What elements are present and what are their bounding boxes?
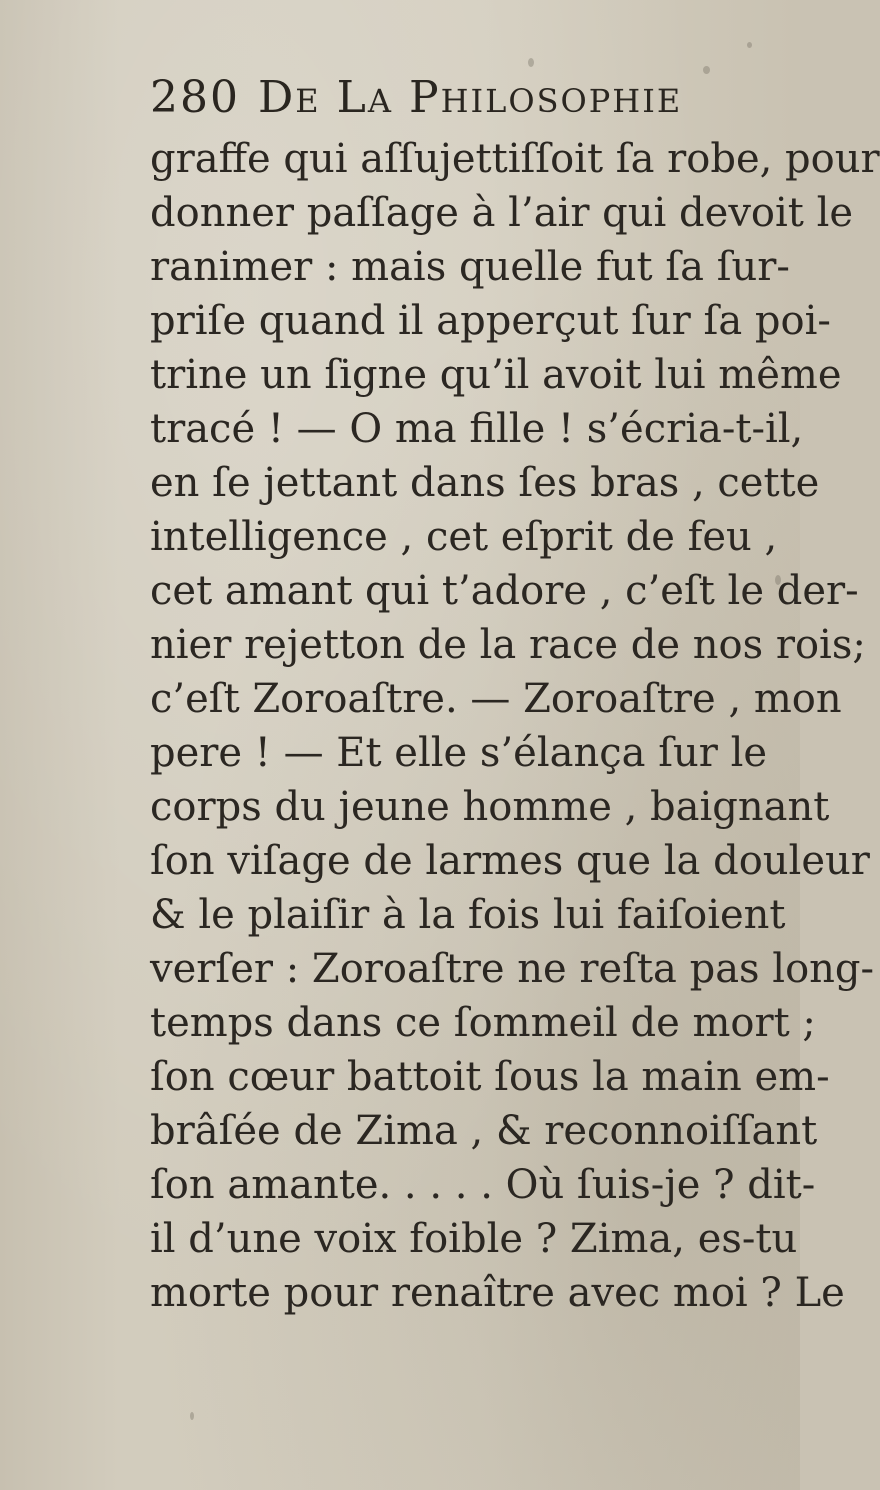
text-line: intelligence , cet eſprit de feu , xyxy=(150,514,778,560)
text-line: tracé ! — O ma fille ! s’écria-t-il, xyxy=(150,406,804,452)
text-line: cet amant qui t’adore , c’eſt le der- xyxy=(150,568,859,614)
text-line: temps dans ce ſommeil de mort ; xyxy=(150,1000,816,1046)
text-line: il d’une voix foible ? Zima, es-tu xyxy=(150,1216,798,1262)
title-initial: P xyxy=(408,72,441,123)
text-line: & le plaiſir à la fois lui faiſoient xyxy=(150,892,786,938)
text-line: nier rejetton de la race de nos rois; xyxy=(150,622,866,668)
text-line: en ſe jettant dans ſes bras , cette xyxy=(150,460,820,506)
title-smallcaps: HILOSOPHIE xyxy=(440,82,683,120)
page-number: 280 xyxy=(150,72,240,123)
text-line: brâſée de Zima , & reconnoiſſant xyxy=(150,1108,818,1154)
ink-speck xyxy=(190,1412,194,1420)
ink-speck xyxy=(528,58,534,67)
text-line: ſon viſage de larmes que la douleur xyxy=(150,838,870,884)
title-initial: L xyxy=(336,72,368,123)
text-line: graffe qui aſſujettiſſoit ſa robe, pour xyxy=(150,136,880,182)
text-line: corps du jeune homme , baignant xyxy=(150,784,830,830)
text-line: ſon cœur battoit ſous la main em- xyxy=(150,1054,830,1100)
text-line: ranimer : mais quelle fut ſa ſur- xyxy=(150,244,790,290)
title-initial: D xyxy=(257,72,296,123)
title-smallcaps: E xyxy=(295,82,321,120)
ink-speck xyxy=(747,42,752,48)
body-text xyxy=(150,132,880,1320)
text-line: trine un ſigne qu’il avoit lui même xyxy=(150,352,842,398)
running-head xyxy=(150,72,682,123)
text-line: pere ! — Et elle s’élança ſur le xyxy=(150,730,768,776)
text-line: morte pour renaître avec moi ? Le xyxy=(150,1270,845,1316)
text-line: c’eſt Zoroaſtre. — Zoroaſtre , mon xyxy=(150,676,842,722)
ink-speck xyxy=(703,66,710,74)
text-line: priſe quand il apperçut ſur ſa poi- xyxy=(150,298,831,344)
text-line: verſer : Zoroaſtre ne reſta pas long- xyxy=(150,946,875,992)
text-line: donner paſſage à l’air qui devoit le xyxy=(150,190,854,236)
text-line: ſon amante. . . . . Où ſuis-je ? dit- xyxy=(150,1162,816,1208)
title-smallcaps: A xyxy=(367,82,393,120)
